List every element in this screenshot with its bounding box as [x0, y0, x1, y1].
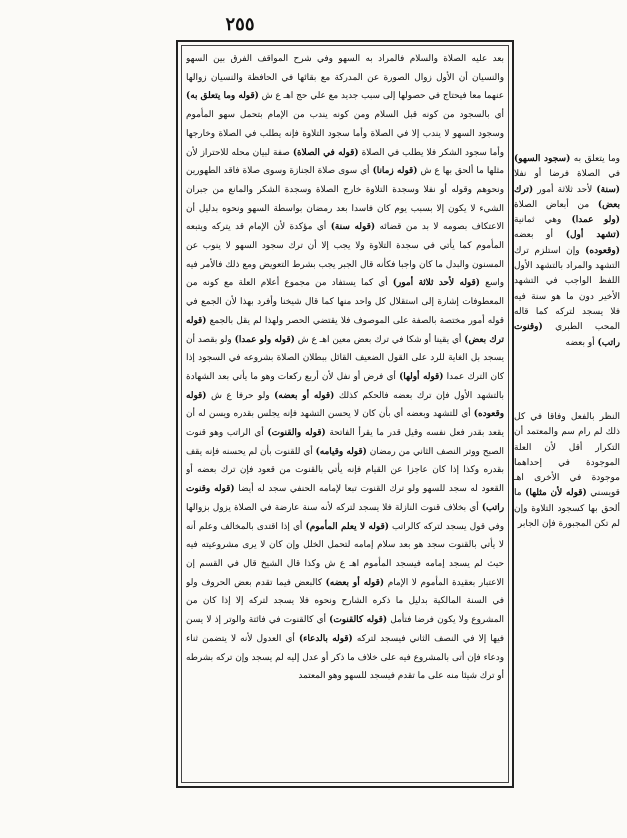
side-top-keyword: (سنة) — [596, 184, 620, 195]
main-text-segment: صفة لبيان محله للاحتراز لأن مثلها ما ألحق بها ع ش — [186, 147, 504, 177]
side-top-segment: وما يتعلق به — [570, 154, 620, 164]
main-text-segment: ولو حرفا ع ش — [206, 390, 275, 401]
side-top-segment: وهي ثمانية — [514, 215, 572, 226]
side-top-segment: وإن استلزم ترك التشهد والمراد بالتشهد الأول اللفظ الواجب في التشهد الأخير دون ما هو سنة فيه فلا يسجد لتركه كما قاله المحب الطبري — [514, 245, 620, 333]
main-text-segment: أي كما يستفاد من مجموع أعلام العلة مع كونه من المعطوفات إشارة إلى استقلال كل واحد منها كما قال شيخنا وأفرد بهذا لأن الجمع في قوله أمور مختصة بالصفة على الموصوف فلا يقتضي الحصر ولهذا لم يقل بالجمع — [186, 278, 504, 326]
side-top-keyword: (وقنوت راتب) — [514, 322, 620, 348]
main-text-keyword: (قوله أو بعضه) — [274, 390, 335, 401]
main-text-segment: أي فرض أو نفل لأن أربع ركعات وهو ما يأتي بعد الشهادة بالتشهد الأول فإن ترك بعضه فالحكم كذلك — [186, 371, 504, 401]
main-text-keyword: (قوله لا يعلم المأموم) — [305, 521, 389, 532]
main-text-keyword: (قوله وقنوت راتب) — [186, 484, 504, 513]
side-top-keyword: (تشهد أول) — [565, 230, 620, 241]
side-top-keyword: (وقعوده) — [585, 245, 620, 256]
main-text-segment: أي سوى صلاة الجنازة وسوى صلاة فاقد الطهورين ونحوهم وقوله أو نفلا وسجدة التلاوة خارج الصلاة وسجدة الشكر والمانع من جبران الشيء لا يكون إلا بسبب يوم كان فاسدا بعد رمضان بواسطة السهو ونحوه بدليل أن الاعتكاف بصومه لا بد من قضائه — [186, 166, 504, 233]
main-text-keyword: (قوله أو بعضه) — [325, 577, 385, 588]
side-top-segment: لأحد ثلاثة أمور — [533, 184, 597, 195]
side-matn-text — [514, 152, 620, 402]
main-text-keyword: (قوله ترك بعض) — [186, 315, 504, 345]
main-text-keyword: (قوله زمانا) — [372, 166, 418, 177]
side-top-segment: أو بعضه — [514, 230, 566, 241]
main-text-keyword: (قوله وقعوده) — [186, 390, 504, 420]
main-text-segment: أي للتشهد وبعضه أي بأن كان لا يحسن التشهد فإنه يجلس بقدره ويسن له أن يقعد بقدر فعل نفسه وقيل قدر ما يقرأ الفاتحة — [186, 409, 504, 439]
side-bottom-segment: ما ألحق بها كسجود التلاوة وإن لم تكن المجبورة فإن الجابر — [514, 488, 620, 530]
main-text-keyword: (قوله أولها) — [399, 371, 444, 382]
main-text-segment: أي الراتب وهو قنوت الصبح ووتر النصف الثاني من رمضان — [186, 428, 504, 457]
main-text-keyword: (قوله وقيامه) — [315, 446, 367, 457]
page-number: ٢٥٥ — [225, 14, 255, 35]
main-text-segment: أي مؤكدة لأن الإمام قد يتركه ويتبعه المأموم كما يأتي في سجدة التلاوة ولا يجب إلا أن ترك سجود السهو لا ينوب عن المسنون والبدل ما كان واجبا فكأنه قال الجبر يجب بشرط التعويض ومع ذلك فالأمر فيه واسع — [186, 222, 504, 289]
side-top-segment: من أبعاض الصلاة — [514, 199, 598, 210]
main-text-segment: أي بخلاف قنوت النازلة فلا يسجد لتركه لأنه سنة عارضة في الصلاة يزول بزوالها وفي قول يسجد لتركه كالراتب — [186, 502, 504, 532]
side-top-keyword: (سجود السهو) — [514, 154, 571, 164]
main-frame — [176, 40, 514, 788]
main-text-segment: بعد عليه الصلاة والسلام فالمراد به السهو وفي شرح المواقف الفرق بين السهو والنسيان أن الأول زوال الصورة عن المدركة مع بقائها في الحافظة والنسيان زوالها عنهما معا فيحتاج في حصولها إلى سبب جديد مع علي حج اهـ ع ش — [186, 54, 504, 102]
main-text-segment: ولو بقصد أن يسجد بل الغاية للرد على القول الضعيف القائل ببطلان الصلاة بشروعه في السجود إذا كان الترك عمدا — [186, 334, 504, 382]
main-text-keyword: (قوله كالقنوت) — [329, 615, 388, 626]
side-top-keyword: (ترك بعض) — [514, 184, 620, 210]
main-text-keyword: (قوله وما يتعلق به) — [186, 91, 259, 102]
side-bottom-segment: النظر بالفعل وفاقا في كل ذلك لم رام سم والمعتمد أن التكرار أقل لأن العلة الموجودة في إحداهما موجودة في الأخرى اهـ قويسني — [514, 412, 620, 499]
main-text-segment: أي إذا اقتدى بالمخالف وعلم أنه لا يأتي بالقنوت سجد هو بعد سلام إمامه لتحمل الخلل وإن كان لا يرى مشروعيته فيه حيث لم يسجد إمامه فيسجد المأموم اهـ ع ش وكذا قال الشيخ قال في القسم إن الاعتبار بعقيدة المأموم لا الإمام — [186, 521, 504, 588]
main-text-keyword: (قوله لأحد ثلاثة أمور) — [392, 278, 480, 289]
main-text-keyword: (قوله بالدعاء) — [298, 633, 353, 644]
main-text-segment: أي بالسجود من كونه قبل السلام ومن كونه يندب من الإمام بتحمل سهو المأموم وسجود السهو لا يندب إلا في الصلاة وأما سجود التلاوة فإنه يطلب في الصلاة وخارجها وأما سجود الشكر فلا يطلب في الصلاة — [186, 110, 504, 158]
main-text-segment: أي يقينا أو شكا في ترك بعض معين اهـ ع ش — [294, 334, 465, 345]
side-top-keyword: (ولو عمدا) — [571, 215, 620, 226]
main-text-keyword: (قوله سنة) — [330, 222, 376, 233]
main-text-keyword: (قوله في الصلاة) — [292, 147, 359, 158]
main-text-segment: كالبعض فيما تقدم بعض الحروف ولو في السنة المالكية بدليل ما ذكره الشارح ونحوه فلا يسجد لتركه إلا إذا كان من المشروع ولا يكون فرضا فتأمل — [186, 577, 504, 626]
side-bottom-keyword: (قوله لأن مثلها) — [525, 488, 587, 499]
main-commentary-text — [186, 50, 504, 778]
main-text-segment: أي العدول لأنه لا يتضمن ثناء ودعاء فإن أتى بالمشروع فيه على خلاف ما ذكر أو عدل إليه لم يسجد وإن تركه بشرطه أو ترك شيئا منه على ما تقدم فيسجد للسهو وهو المعتمد — [186, 633, 504, 682]
side-top-segment: أو بعضه — [565, 337, 598, 348]
main-text-segment: أي كالقنوت في فائتة والوتر إذ لا يسن فيها إلا في النصف الثاني فيسجد لتركه — [186, 615, 504, 644]
main-text-keyword: (قوله ولو عمدا) — [234, 334, 295, 345]
main-text-segment: أي للقنوت بأن لم يحسنه فإنه يقف بقدره وكذا إذا كان عاجزا عن القيام فإنه يأتي بالقنوت من قعود فإن ترك بعضه أو القعود له سجد للسهو ولو ترك القنوت تبعا لإمامه الحنفي سجد له أيضا — [186, 446, 504, 495]
side-top-segment: في الصلاة فرضا أو نفلا — [514, 169, 620, 180]
side-note-text — [514, 410, 620, 592]
main-text-keyword: (قوله والقنوت) — [267, 428, 326, 439]
